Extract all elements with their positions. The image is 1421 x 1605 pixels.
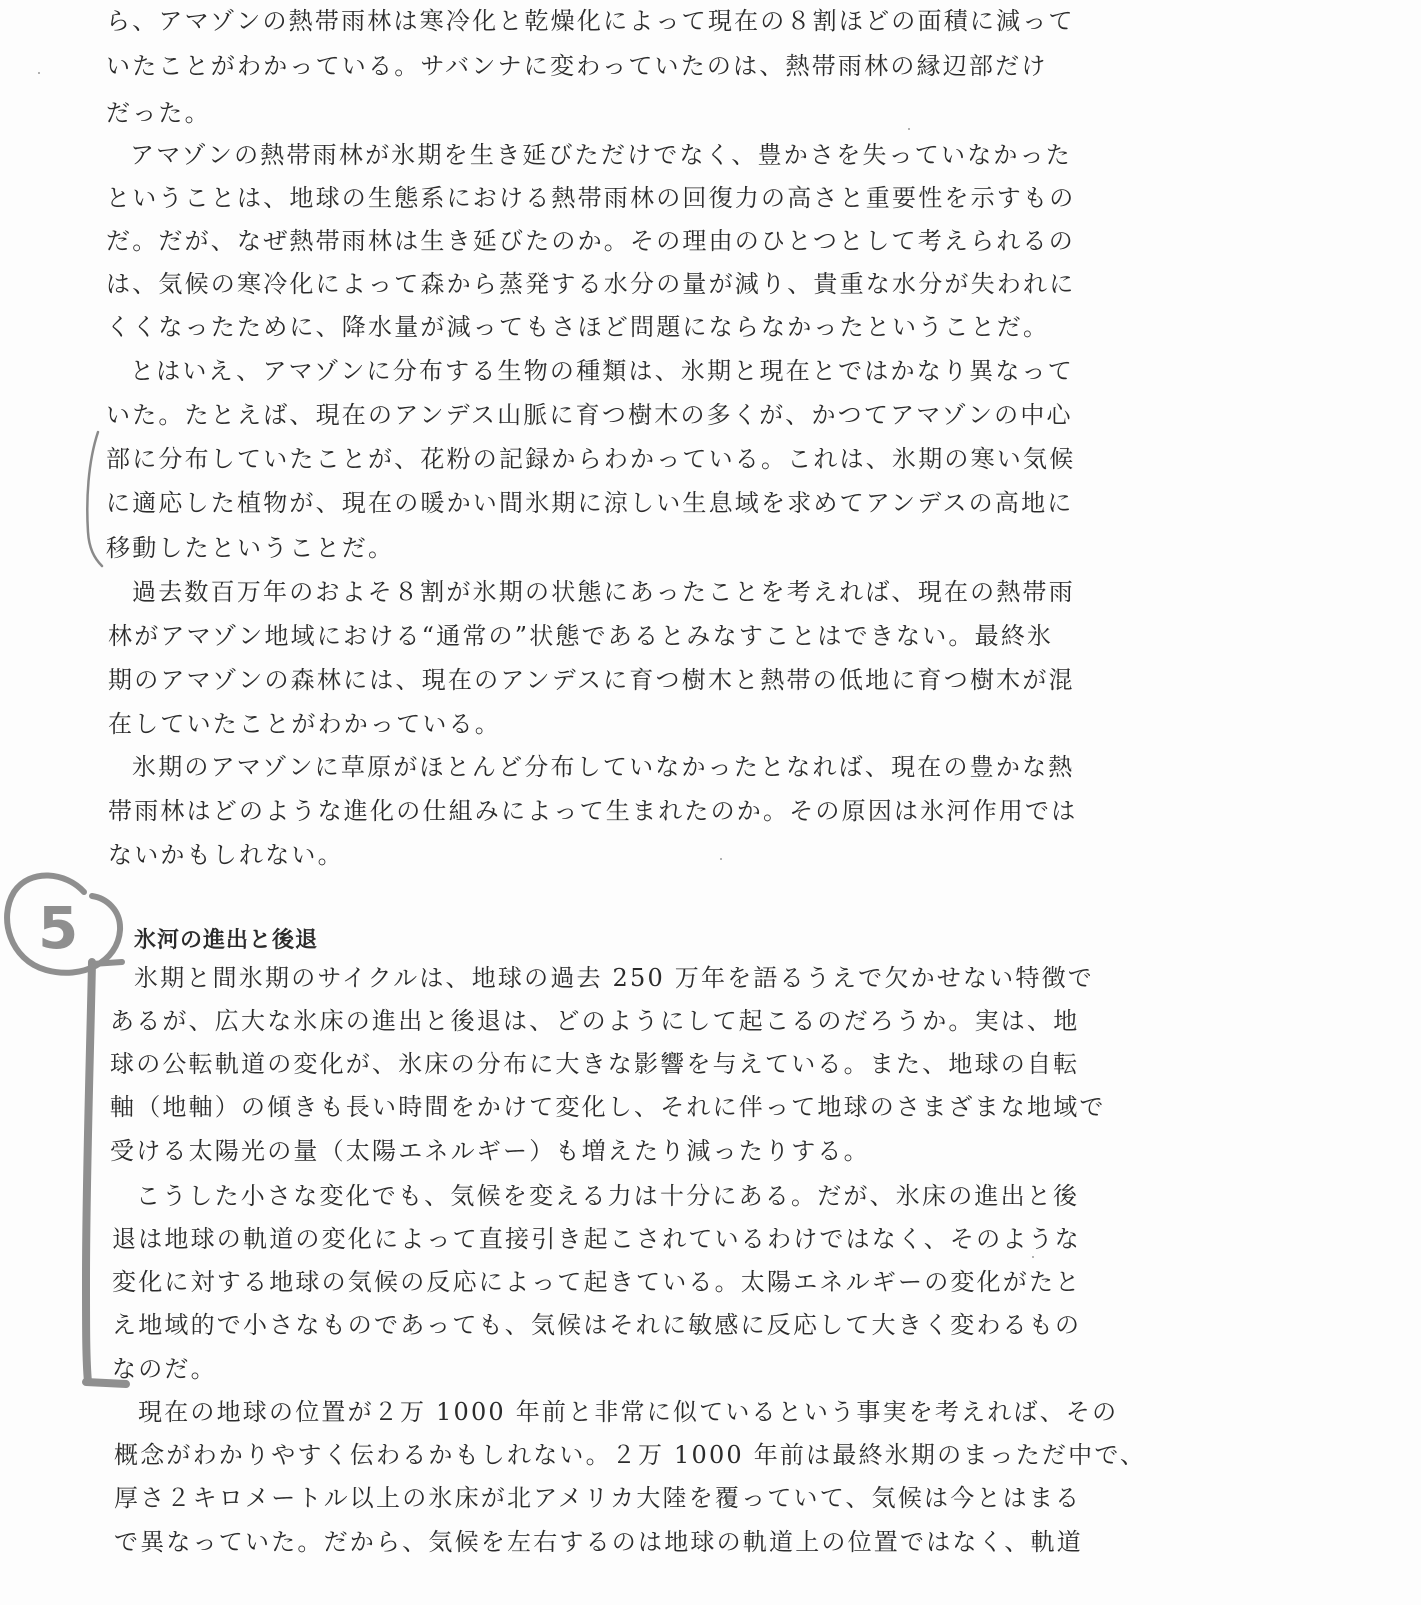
text-line: なのだ。 <box>112 1355 217 1383</box>
text-line: 期のアマゾンの森林には、現在のアンデスに育つ樹木と熱帯の低地に育つ樹木が混 <box>108 666 1075 694</box>
text-line: とはいえ、アマゾンに分布する生物の種類は、氷期と現在とではかなり異なって <box>130 357 1074 385</box>
text-line: アマゾンの熱帯雨林が氷期を生き延びただけでなく、豊かさを失っていなかった <box>130 141 1072 169</box>
text-line: だ。だが、なぜ熱帯雨林は生き延びたのか。その理由のひとつとして考えられるの <box>106 227 1075 255</box>
text-line: ら、アマゾンの熱帯雨林は寒冷化と乾燥化によって現在の８割ほどの面積に減って <box>106 7 1075 35</box>
text-line: いた。たとえば、現在のアンデス山脈に育つ樹木の多くが、かつてアマゾンの中心 <box>106 401 1073 429</box>
text-line: 移動したということだ。 <box>106 534 395 562</box>
text-line: こうした小さな変化でも、気候を変える力は十分にある。だが、氷床の進出と後 <box>136 1182 1080 1210</box>
text-line: 概念がわかりやすく伝わるかもしれない。２万 1000 年前は最終氷期のまっただ中で、 <box>114 1441 1147 1469</box>
text-line: 帯雨林はどのような進化の仕組みによって生まれたのか。その原因は氷河作用では <box>108 797 1078 825</box>
scan-speck <box>38 72 40 74</box>
text-line: 変化に対する地球の気候の反応によって起きている。太陽エネルギーの変化がたと <box>112 1268 1082 1296</box>
text-line: 厚さ２キロメートル以上の氷床が北アメリカ大陸を覆っていて、気候は今とはまる <box>114 1484 1082 1512</box>
text-line: 過去数百万年のおよそ８割が氷期の状態にあったことを考えれば、現在の熱帯雨 <box>132 578 1075 606</box>
text-line: 受ける太陽光の量（太陽エネルギー）も増えたり減ったりする。 <box>110 1137 870 1165</box>
text-line: 氷期のアマゾンに草原がほとんど分布していなかったとなれば、現在の豊かな熱 <box>132 753 1075 781</box>
text-line: で異なっていた。だから、気候を左右するのは地球の軌道上の位置ではなく、軌道 <box>114 1528 1083 1556</box>
text-line: 林がアマゾン地域における“通常の”状態であるとみなすことはできない。最終氷 <box>108 622 1054 650</box>
text-line: 現在の地球の位置が２万 1000 年前と非常に似ているという事実を考えれば、その <box>138 1398 1119 1426</box>
text-line: いたことがわかっている。サバンナに変わっていたのは、熱帯雨林の縁辺部だけ <box>106 52 1048 80</box>
text-line: ということは、地球の生態系における熱帯雨林の回復力の高さと重要性を示すもの <box>106 184 1076 212</box>
text-line: 氷期と間氷期のサイクルは、地球の過去 250 万年を語るうえで欠かせない特徴で <box>134 964 1094 992</box>
scan-speck <box>1032 1256 1034 1258</box>
text-line: ないかもしれない。 <box>108 841 344 869</box>
text-line: 部に分布していたことが、花粉の記録からわかっている。これは、氷期の寒い気候 <box>106 445 1076 473</box>
text-line: 在していたことがわかっている。 <box>108 710 501 738</box>
text-line: え地域的で小さなものであっても、気候はそれに敏感に反応して大きく変わるもの <box>112 1311 1082 1339</box>
text-line: に適応した植物が、現在の暖かい間氷期に涼しい生息域を求めてアンデスの高地に <box>106 489 1074 517</box>
text-line: くくなったために、降水量が減ってもさほど問題にならなかったということだ。 <box>106 313 1050 341</box>
text-line: あるが、広大な氷床の進出と後退は、どのようにして起こるのだろうか。実は、地 <box>110 1007 1080 1035</box>
section-heading: 氷河の進出と後退 <box>134 928 319 953</box>
text-line: 球の公転軌道の変化が、氷床の分布に大きな影響を与えている。また、地球の自転 <box>110 1050 1080 1078</box>
text-line: 退は地球の軌道の変化によって直接引き起こされているわけではなく、そのような <box>112 1225 1081 1253</box>
handwritten-number: 5 <box>38 894 79 962</box>
scan-speck <box>720 858 722 860</box>
scan-speck <box>908 128 910 130</box>
text-line: 軸（地軸）の傾きも長い時間をかけて変化し、それに伴って地球のさまざまな地域で <box>110 1093 1106 1121</box>
text-line: は、気候の寒冷化によって森から蒸発する水分の量が減り、貴重な水分が失われに <box>106 270 1076 298</box>
text-line: だった。 <box>106 99 211 127</box>
